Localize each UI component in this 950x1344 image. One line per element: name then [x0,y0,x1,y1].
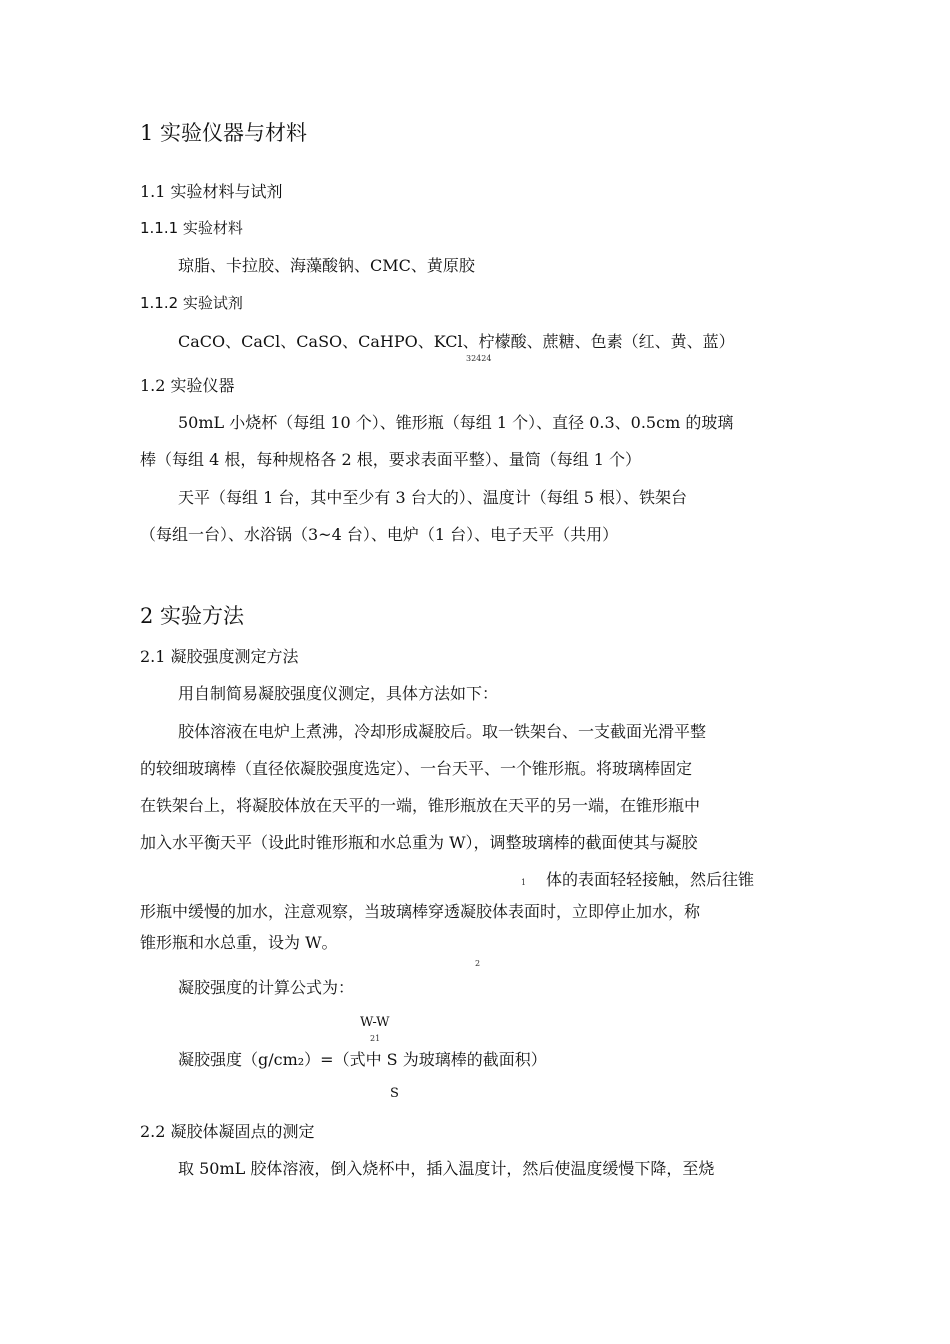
method-line-1: 胶体溶液在电炉上煮沸，冷却形成凝胶后。取一铁架台、一支截面光滑平整 [178,722,707,741]
subscript-mark-1: 1 [521,878,527,887]
instruments-para2-line1: 天平（每组 1 台，其中至少有 3 台大的）、温度计（每组 5 根）、铁架台 [178,488,688,507]
instruments-para1-line1: 50mL 小烧杯（每组 10 个）、锥形瓶（每组 1 个）、直径 0.3、0.5cm 的玻璃 [178,413,734,432]
section-1-2-heading: 1.2 实验仪器 [140,376,235,395]
reagents-text: CaCO、CaCl、CaSO、CaHPO、KCl、柠檬酸、蔗糖、色素（红、黄、蓝） [178,332,735,351]
formula-intro: 凝胶强度的计算公式为： [178,978,355,997]
method-line-6: 形瓶中缓慢的加水，注意观察，当玻璃棒穿透凝胶体表面时，立即停止加水，称 [140,902,701,921]
method-line-5: 体的表面轻轻接触，然后往锥 [546,870,755,889]
method-line-4: 加入水平衡天平（设此时锥形瓶和水总重为 W），调整玻璃棒的截面使其与凝胶 [140,833,698,852]
subscript-mark-2: 2 [475,959,481,968]
section-2-1-heading: 2.1 凝胶强度测定方法 [140,647,299,666]
formula-denominator: S [390,1086,399,1101]
section-1-1-1-heading: 1.1.1 实验材料 [140,219,243,237]
method-line-2: 的较细玻璃棒（直径依凝胶强度选定）、一台天平、一个锥形瓶。将玻璃棒固定 [140,759,693,778]
section-1-1-heading: 1.1 实验材料与试剂 [140,182,283,201]
method-line-7: 锥形瓶和水总重，设为 W。 [140,933,338,952]
freezing-point-line-1: 取 50mL 胶体溶液，倒入烧杯中，插入温度计，然后使温度缓慢下降，至烧 [178,1159,715,1178]
method-intro: 用自制简易凝胶强度仪测定，具体方法如下： [178,684,499,703]
formula-line: 凝胶强度（g/cm₂）=（式中 S 为玻璃棒的截面积） [178,1050,547,1069]
instruments-para2-line2: （每组一台）、水浴锅（3~4 台）、电炉（1 台）、电子天平（共用） [140,525,619,544]
section-2-heading: 2 实验方法 [140,604,245,628]
materials-text: 琼脂、卡拉胶、海藻酸钠、CMC、黄原胶 [178,256,475,275]
section-1-1-2-heading: 1.1.2 实验试剂 [140,294,243,312]
instruments-para1-line2: 棒（每组 4 根，每种规格各 2 根，要求表面平整）、量筒（每组 1 个） [140,450,642,469]
method-line-3: 在铁架台上，将凝胶体放在天平的一端，锥形瓶放在天平的另一端，在锥形瓶中 [140,796,701,815]
formula-numerator-subscript: 21 [370,1034,381,1043]
reagents-subscripts: 32424 [466,354,492,363]
section-1-heading: 1 实验仪器与材料 [140,121,308,145]
section-2-2-heading: 2.2 凝胶体凝固点的测定 [140,1122,315,1141]
formula-numerator: W-W [360,1015,390,1030]
